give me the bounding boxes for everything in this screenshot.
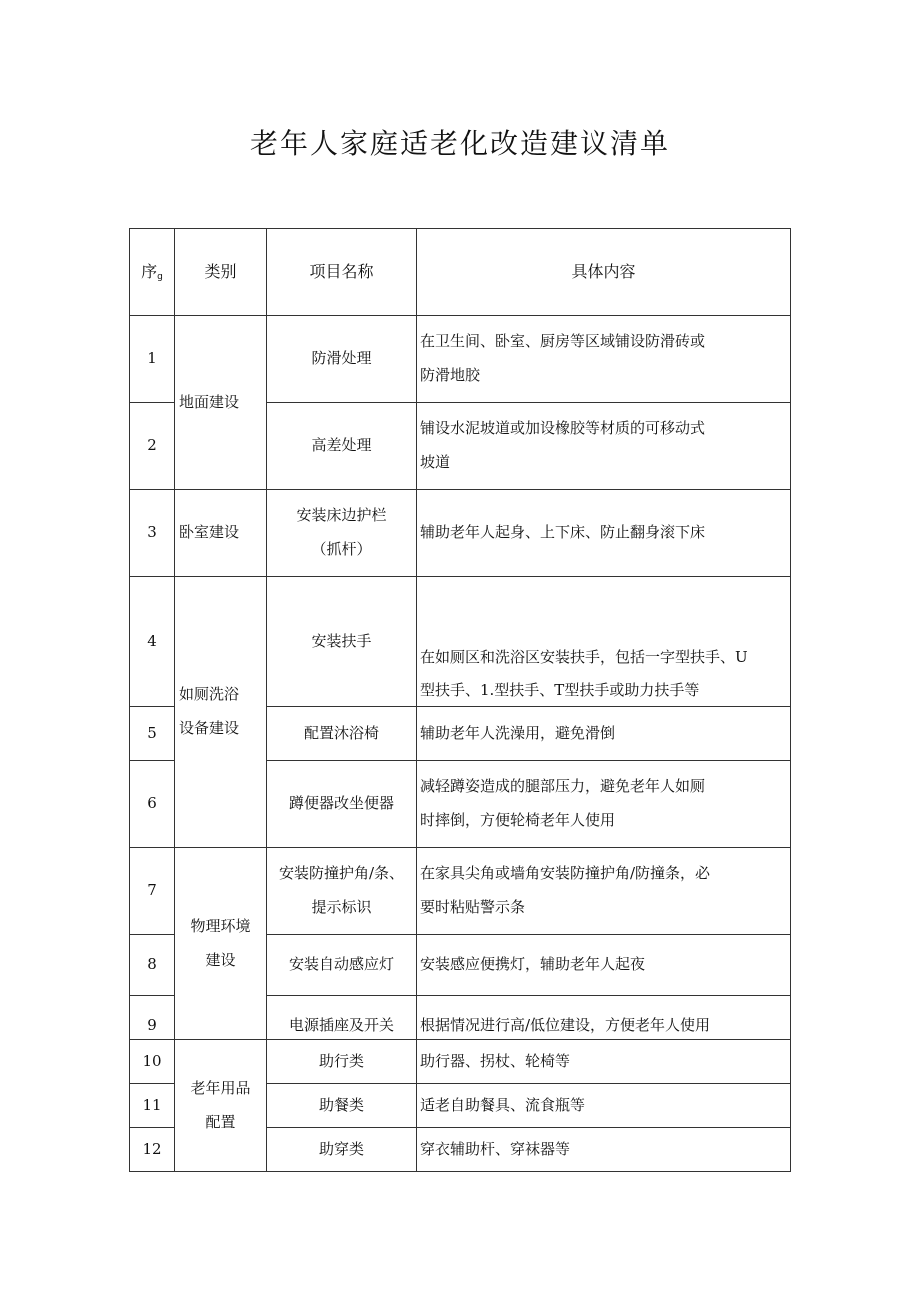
- item-cell: 安装防撞护角/条、 提示标识: [267, 848, 417, 935]
- item-cell: 助行类: [267, 1040, 417, 1084]
- row-number: 3: [130, 490, 175, 577]
- item-cell: 安装自动感应灯: [267, 935, 417, 996]
- header-category: 类别: [175, 229, 267, 316]
- row-number: 1: [130, 316, 175, 403]
- content-cell: 在家具尖角或墙角安装防撞护角/防撞条，必 要时粘贴警示条: [417, 848, 791, 935]
- content-cell: 辅助老年人起身、上下床、防止翻身滚下床: [417, 490, 791, 577]
- content-cell: 助行器、拐杖、轮椅等: [417, 1040, 791, 1084]
- item-cell: 电源插座及开关: [267, 996, 417, 1040]
- row-number: 7: [130, 848, 175, 935]
- content-cell: 辅助老年人洗澡用，避免滑倒: [417, 707, 791, 761]
- content-cell: 铺设水泥坡道或加设橡胶等材质的可移动式 坡道: [417, 403, 791, 490]
- item-cell: 防滑处理: [267, 316, 417, 403]
- content-cell: 在卫生间、卧室、厨房等区域铺设防滑砖或 防滑地胶: [417, 316, 791, 403]
- table-header-row: [130, 229, 791, 316]
- page-title: 老年人家庭适老化改造建议清单: [249, 127, 670, 160]
- category-cell: 地面建设: [175, 316, 267, 490]
- header-content: 具体内容: [417, 229, 791, 316]
- row-number: 9: [130, 996, 175, 1040]
- item-cell: 助穿类: [267, 1128, 417, 1172]
- row-number: 2: [130, 403, 175, 490]
- header-seq: 序g: [130, 229, 175, 316]
- row-number: 10: [130, 1040, 175, 1084]
- content-cell: 穿衣辅助杆、穿袜器等: [417, 1128, 791, 1172]
- table-row: [130, 1040, 791, 1084]
- category-cell: 卧室建设: [175, 490, 267, 577]
- category-cell: 物理环境 建设: [175, 848, 267, 1040]
- content-cell: 在如厕区和洗浴区安装扶手，包括一字型扶手、U 型扶手、1.型扶手、T型扶手或助力扶手等: [417, 577, 791, 707]
- category-cell: 老年用品 配置: [175, 1040, 267, 1172]
- item-cell: 蹲便器改坐便器: [267, 761, 417, 848]
- row-number: 4: [130, 577, 175, 707]
- item-cell: 助餐类: [267, 1084, 417, 1128]
- table-row: [130, 490, 791, 577]
- item-cell: 高差处理: [267, 403, 417, 490]
- item-cell: 安装床边护栏 （抓杆）: [267, 490, 417, 577]
- item-cell: 配置沐浴椅: [267, 707, 417, 761]
- table-row: [130, 316, 791, 403]
- item-cell: 安装扶手: [267, 577, 417, 707]
- content-cell: 安装感应便携灯，辅助老年人起夜: [417, 935, 791, 996]
- row-number: 5: [130, 707, 175, 761]
- row-number: 12: [130, 1128, 175, 1172]
- content-cell: 根据情况进行高/低位建设，方便老年人使用: [417, 996, 791, 1040]
- content-cell: 适老自助餐具、流食瓶等: [417, 1084, 791, 1128]
- category-cell: 如厕洗浴 设备建设: [175, 577, 267, 848]
- row-number: 6: [130, 761, 175, 848]
- row-number: 8: [130, 935, 175, 996]
- recommendation-table: [129, 228, 791, 1172]
- row-number: 11: [130, 1084, 175, 1128]
- table-row: [130, 577, 791, 707]
- header-item: 项目名称: [267, 229, 417, 316]
- table-row: [130, 848, 791, 935]
- content-cell: 减轻蹲姿造成的腿部压力，避免老年人如厕 时摔倒，方便轮椅老年人使用: [417, 761, 791, 848]
